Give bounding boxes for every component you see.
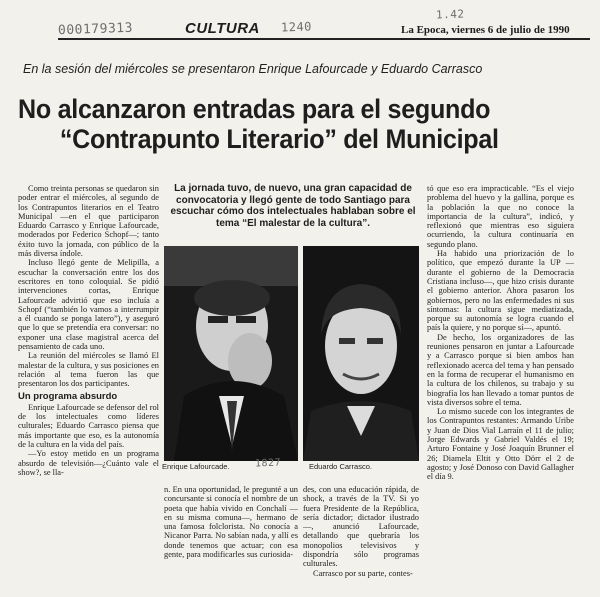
page-marker: 1.42 [435,7,465,22]
article-kicker: En la sesión del miércoles se presentaron Enrique Lafourcade y Eduardo Carrasco [23,62,483,76]
photo-carrasco [303,246,419,461]
col4-para-1: tó que eso era impracticable. “Es el viejo problema del huevo y la gallina, porque es la población la que no conoce la importancia de la cultura”, indicó, y reflexionó que mientras eso siguiera ocurriendo, la cultura continuaría en segundo plano. [427,184,574,249]
col4-para-3: De hecho, los organizadores de las reuniones pensaron en juntar a Lafourcade y a Carrasco porque si bien ambos han reflexionado acerca del tema y han pensado en la forma de recuperar el humanismo en la cultura de los chilenos, su trabajo y su biografía los han llevado a tomar puntos de vista diversos sobre el tema. [427,332,574,407]
col1-para-3: La reunión del miércoles se llamó El malestar de la cultura, y sus posiciones en relación al tema fueron las que presentaron los dos participantes. [18,351,159,389]
dateline: La Epoca, viernes 6 de julio de 1990 [401,24,570,36]
section-title: CULTURA [185,20,260,37]
col3-text: des, con una educación rápida, de shock, a través de la TV. Si yo fuera Presidente de la República, sería dictador; dictador ilustrado—, anunció Lafourcade, detallando que quebraría los monopolios televisivos y dispondría sólo programas culturales. [303,485,419,569]
col2-text: n. En una oportunidad, le pregunté a un concursante si conocía el nombre de un poeta que había vivido en Conchalí —en su misma comuna—, hermano de una famosa folclorista. No conocía a Nicanor Parra. No sabían nada, y allí es donde tenemos que actuar; con esa gente, para modificarles sus curiosida- [164,485,298,560]
lede-paragraph: La jornada tuvo, de nuevo, una gran capacidad de convocatoria y llegó gente de todo Santiago para escuchar cómo dos intelectuales hablaban sobre el tema “El malestar de la cultura”. [170,183,416,229]
portrait-carrasco [303,246,419,461]
caption-photo-2: Eduardo Carrasco. [309,462,372,471]
col4-para-2: Ha habido una priorización de lo político, que empezó durante la UP —durante el gobierno de la Democracia Cristiana incluso—, que hizo crisis durante el gobierno anterior. Ahora pasaron los gobiernos, pero no las enfermedades ni sus síntomas: la cultura sigue mediatizada, porque su autonomía se logra cuando el país la quiere, y no porque sí—, apuntó. [427,249,574,333]
photo-lafourcade [164,246,298,461]
col3-text-b: Carrasco por su parte, contes- [313,568,413,578]
col1-para-4: Enrique Lafourcade se defensor del rol de los intelectuales como líderes culturales; Eduardo Carrasco piensa que más importante que eso, es la autonomía de la cultura en la vida del país. [18,402,159,450]
headline-line-2: “Contrapunto Literario” del Municipal [59,124,499,154]
archive-code: 000179313 [57,20,134,39]
col1-para-2: Incluso llegó gente de Melipilla, a escuchar la conversación entre los dos escritores en tono coloquial. Se pidió intervenciones cortas, Enrique Lafourcade advirtió que eso incluía a Schopf (“también lo vamos a interrumpir a él cuando se ponga latero”), y aseguró que lo que se pretendía era conversar: no exponer una clase magistral acerca del pensamiento de cada uno. [18,258,159,352]
photo-handnote: 1827 [254,457,282,470]
column-1 [18,184,159,477]
col1-para-5: —Yo estoy metido en un programa absurdo de televisión—¿Cuánto vale el show?, se lla- [18,449,159,477]
subhead: Un programa absurdo [18,390,118,402]
col4-para-4: Lo mismo sucede con los integrantes de los Contrapuntos restantes: Armando Uribe y Juan de Dios Vial Larraín el 11 de julio; Jorge Edwards y Gabriel Valdés el 19; Arturo Fontaine y José Joaquín Brunner el 26; Diamela Eltit y Otto Dörr el 2 de agosto; y José Donoso con David Gallagher el día 9. [427,407,575,482]
header-rule [58,38,590,40]
handwritten-note: 1240 [280,19,313,35]
portrait-lafourcade [164,246,298,461]
column-3 [303,485,419,578]
column-2 [164,485,298,559]
caption-photo-1: Enrique Lafourcade. [162,462,230,471]
col1-para-1: Como treinta personas se quedaron sin poder entrar el miércoles, al segundo de los Contrapuntos literarios en el Teatro Municipal —en el que participaron Eduardo Carrasco y Enrique Lafourcade, moderados por Federico Schopf—; tanto éxito tuvo la jornada, con público de la más diversa índole. [18,184,159,259]
headline-line-1: No alcanzaron entradas para el segundo [18,94,491,124]
column-4 [427,184,574,482]
headline [18,94,595,154]
